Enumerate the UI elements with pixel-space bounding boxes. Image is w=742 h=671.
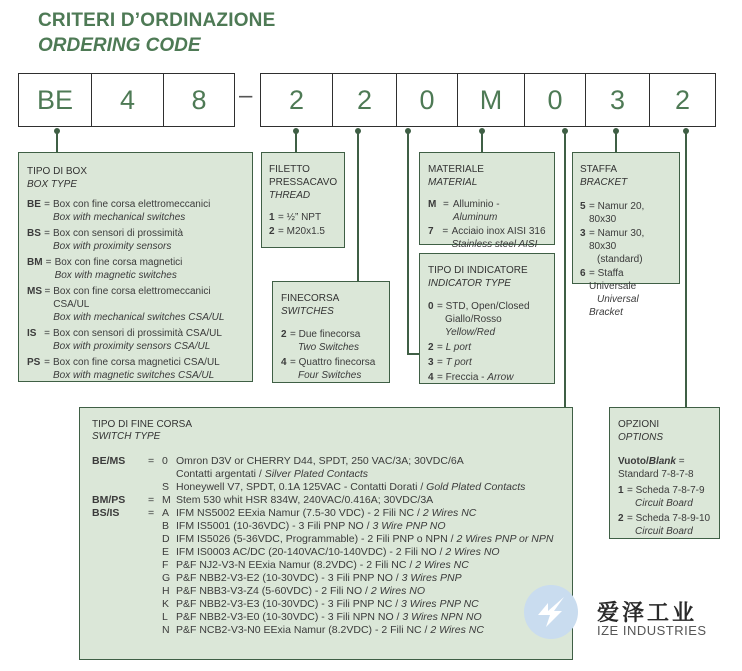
row-separator (148, 585, 162, 598)
list-item (580, 267, 672, 319)
row-text-it: IFM IS5001 (10-36VDC) - 3 Fili PNP NO / (176, 519, 373, 532)
panel-subtitle: SWITCH TYPE (92, 431, 161, 443)
title-english: ORDERING CODE (38, 35, 201, 56)
row-letter: F (162, 558, 169, 571)
list-item (281, 356, 381, 382)
item-text (437, 341, 471, 354)
item-code: 0 (428, 301, 434, 312)
row-group (92, 546, 148, 559)
item-text (53, 198, 210, 224)
row-separator (148, 468, 162, 481)
connector-line (407, 353, 419, 355)
list-item (428, 356, 546, 369)
row-text-en: Gold Plated Contacts (426, 480, 526, 493)
item-line-1: = STD, Open/Closed (437, 301, 530, 312)
connector-line (357, 131, 359, 282)
row-letter: A (162, 506, 170, 519)
item-code: BE (27, 199, 41, 210)
item-en: Yellow/Red (445, 327, 496, 338)
row-letter: L (162, 610, 168, 623)
item-it: Box con fine corsa magnetici CSA/UL (53, 357, 220, 368)
row-text (176, 481, 560, 494)
row-text-it: IFM IS5026 (5-36VDC, Programmable) - 2 Fili PNP o NPN / (176, 532, 457, 545)
panel-title: MATERIALE (428, 164, 484, 175)
row-separator (148, 546, 162, 559)
row-text-en: 2 Wires NC (430, 623, 484, 636)
item-en: Circuit Board (635, 526, 693, 537)
row-text-en: 3 Wires PNP (401, 571, 462, 584)
row-separator (148, 598, 162, 611)
switch-type-row (92, 481, 560, 494)
item-line-1: = Staffa Universale (589, 268, 637, 292)
switch-type-list (92, 455, 560, 637)
row-separator (148, 533, 162, 546)
item-code-en: Blank (648, 456, 676, 467)
item-it: Acciaio inox AISI 316 (451, 226, 546, 237)
list-item (27, 327, 244, 353)
item-en: Stainless steel AISI (451, 239, 538, 250)
row-text-en: 2 Wires NC (415, 558, 469, 571)
item-code: BS (27, 228, 41, 239)
item-it: Alluminio - (452, 199, 500, 210)
panel-title: TIPO DI BOX (27, 166, 88, 177)
row-separator (148, 611, 162, 624)
row-group: BE/MS (92, 454, 126, 467)
item-it: Box con fine corsa elettromeccanici CSA/UL (53, 286, 211, 310)
item-en: T port (445, 357, 472, 368)
code-box-5: 2 (332, 73, 397, 127)
row-separator (148, 559, 162, 572)
item-code: 5 (580, 201, 586, 212)
row-text (176, 611, 560, 624)
panel-title: FILETTO (269, 164, 310, 175)
connector-line (564, 131, 566, 407)
indicator-panel (419, 253, 555, 384)
row-text (176, 520, 560, 533)
item-code: 2 (281, 329, 287, 340)
row-text (176, 572, 560, 585)
panel-subtitle: SWITCHES (281, 306, 334, 317)
code-box-4: 2 (260, 73, 333, 127)
item-text (437, 300, 530, 339)
item-text (53, 285, 244, 324)
item-line-2: (standard) (597, 254, 643, 265)
box-type-panel (18, 152, 253, 382)
bracket-panel (572, 152, 680, 318)
row-group: BM/PS (92, 493, 126, 506)
logo-chinese: 爱泽工业 (597, 600, 698, 625)
row-text (176, 585, 560, 598)
item-text (437, 356, 472, 369)
item-code: IS (27, 328, 37, 339)
code-box-9: 3 (585, 73, 650, 127)
row-letter: B (162, 519, 170, 532)
switch-type-row (92, 507, 560, 520)
item-separator: = (442, 226, 449, 237)
panel-title: TIPO DI FINE CORSA (92, 419, 193, 430)
row-text-it: IFM IS0003 AC/DC (20-140VAC/10-140VDC) - 2 Fili NO / (176, 545, 446, 558)
item-it: = Due finecorsa (290, 329, 361, 340)
panel-subtitle: THREAD (269, 190, 311, 201)
item-separator: = (45, 257, 52, 268)
row-text (176, 598, 560, 611)
item-en: Universal Bracket (589, 294, 639, 318)
item-code: 2 (618, 513, 624, 524)
switch-type-row (92, 624, 560, 637)
code-box-3: 8 (163, 73, 235, 127)
row-letter: 0 (162, 454, 168, 467)
item-code: 1 (269, 212, 275, 223)
item-en: Circuit Board (635, 498, 693, 509)
item-en: L port (445, 342, 472, 353)
item-code: 2 (269, 226, 275, 237)
list-item (428, 198, 546, 224)
item-line-1: = (437, 342, 446, 353)
item-en: Box with proximity sensors CSA/UL (53, 341, 211, 352)
switch-type-row (92, 520, 560, 533)
row-separator (148, 624, 162, 637)
panel-title: OPZIONI (618, 419, 660, 430)
item-text (627, 484, 705, 510)
options-panel (609, 407, 720, 539)
list-item (27, 227, 244, 253)
item-text (437, 371, 513, 384)
row-text-it: P&F NBB3-V3-Z4 (5-60VDC) - 2 Fili NO / (176, 584, 371, 597)
code-box-8: 0 (524, 73, 586, 127)
list-item (618, 455, 711, 481)
connector-line (685, 131, 687, 408)
item-it: Box con sensori di prossimità CSA/UL (53, 328, 222, 339)
list-item (618, 512, 711, 538)
list-item (428, 341, 546, 354)
panel-subtitle: BOX TYPE (27, 179, 78, 190)
panel-title: STAFFA (580, 164, 618, 175)
item-code: 6 (580, 268, 586, 279)
list-item (269, 211, 337, 224)
connector-line (407, 131, 409, 354)
row-text (176, 507, 560, 520)
row-text (176, 468, 560, 481)
switch-type-row (92, 494, 560, 507)
item-en: Arrow (487, 372, 514, 383)
item-en: Box with mechanical switches CSA/UL (53, 312, 225, 323)
row-separator: = (148, 506, 155, 519)
row-text-en: 3 Wire PNP NO (372, 519, 446, 532)
item-it: = Quattro finecorsa (290, 357, 376, 368)
panel-title-2: PRESSACAVO (269, 177, 338, 188)
row-text-it: P&F NBB2-V3-E0 (10-30VDC) - 3 Fili NPN NO / (176, 610, 403, 623)
item-text (453, 198, 546, 224)
switch-type-row (92, 559, 560, 572)
item-text: = M20x1.5 (278, 226, 325, 237)
item-text: Standard 7-8-7-8 (618, 469, 694, 480)
row-letter: N (162, 623, 170, 636)
item-line-1: = Namur 30, 80x30 (589, 228, 645, 252)
panel-subtitle: INDICATOR TYPE (428, 278, 511, 289)
row-text-it: P&F NJ2-V3-N EExia Namur (8.2VDC) - 2 Fili NC / (176, 558, 416, 571)
list-item (27, 256, 244, 282)
panel-subtitle: OPTIONS (618, 432, 664, 443)
item-line-1: = Scheda 7-8-9-10 (627, 513, 711, 524)
row-text-en: 2 Wires NO (445, 545, 500, 558)
item-text (589, 267, 672, 319)
code-box-2: 4 (91, 73, 164, 127)
row-group (92, 533, 148, 546)
row-letter: K (162, 597, 170, 610)
row-separator: = (148, 454, 155, 467)
switch-type-panel (79, 407, 573, 660)
item-text (290, 328, 360, 354)
connector-line (481, 131, 483, 154)
list-item (281, 328, 381, 354)
item-line-1: = (437, 357, 446, 368)
switch-type-row (92, 533, 560, 546)
row-letter: H (162, 584, 170, 597)
row-separator: = (148, 493, 155, 506)
item-code: 1 (618, 485, 624, 496)
row-text-en: 2 Wires NC (422, 506, 477, 519)
row-separator (148, 520, 162, 533)
list-item (27, 285, 244, 324)
switch-type-row (92, 572, 560, 585)
list-item (428, 371, 546, 384)
code-box-6: 0 (396, 73, 458, 127)
switch-type-row (92, 598, 560, 611)
item-code: 2 (428, 342, 434, 353)
list-item (580, 227, 672, 266)
item-en: Box with proximity sensors (53, 241, 172, 252)
row-group (92, 624, 148, 637)
list-item (27, 356, 244, 382)
code-box-10: 2 (649, 73, 716, 127)
item-separator: = (44, 228, 50, 239)
row-group (92, 598, 148, 611)
title-italian: CRITERI D’ORDINAZIONE (38, 10, 276, 31)
item-en: Aluminum (452, 212, 498, 223)
item-it: Box con fine corsa magnetici (54, 257, 183, 268)
logo-english: IZE INDUSTRIES (597, 623, 707, 638)
switches-panel (272, 281, 390, 383)
connector-line (615, 131, 617, 153)
item-line-1: = Scheda 7-8-7-9 (627, 485, 705, 496)
item-code: 3 (428, 357, 434, 368)
ize-logo-icon (522, 583, 580, 641)
row-text (176, 546, 560, 559)
item-en: Box with magnetic switches (54, 270, 177, 281)
item-text (627, 512, 710, 538)
panel-subtitle: MATERIAL (428, 177, 478, 188)
row-text-en: 2 Wires PNP or NPN (456, 532, 554, 545)
item-separator: = (675, 456, 685, 467)
list-item (27, 198, 244, 224)
item-code: BM (27, 257, 43, 268)
item-text: = Namur 20, 80x30 (589, 201, 645, 225)
connector-line (295, 131, 297, 152)
row-group: BS/IS (92, 506, 120, 519)
row-text-it: Omron D3V or CHERRY D44, SPDT, 250 VAC/3A; 30VDC/6A (176, 454, 464, 467)
row-text-en: 3 Wires PNP NC (401, 597, 479, 610)
row-group (92, 559, 148, 572)
item-text (53, 356, 220, 382)
row-text (176, 624, 560, 637)
item-separator: = (44, 199, 50, 210)
code-box-1: BE (18, 73, 92, 127)
item-text (589, 227, 672, 266)
row-separator (148, 572, 162, 585)
switch-type-row (92, 611, 560, 624)
row-text-it: Contatti argentati / (176, 467, 265, 480)
panel-subtitle: BRACKET (580, 177, 628, 188)
row-group (92, 611, 148, 624)
item-separator: = (44, 328, 50, 339)
row-group (92, 572, 148, 585)
row-letter: D (162, 532, 170, 545)
panel-title: TIPO DI INDICATORE (428, 265, 528, 276)
list-item (618, 484, 711, 510)
row-letter: S (162, 480, 170, 493)
item-en: Box with mechanical switches (53, 212, 186, 223)
switch-type-row (92, 468, 560, 481)
item-separator: = (443, 199, 449, 210)
connector-line (56, 131, 58, 153)
item-text: = ½” NPT (278, 212, 322, 223)
row-text-it: Honeywell V7, SPDT, 0.1A 125VAC - Contatti Dorati / (176, 480, 427, 493)
item-code: Vuoto/ (618, 456, 649, 467)
item-line-2: Giallo/Rosso (445, 314, 502, 325)
row-letter: G (162, 571, 171, 584)
row-text-it: P&F NBB2-V3-E2 (10-30VDC) - 3 Fili PNP NO / (176, 571, 402, 584)
row-text-it: P&F NCB2-V3-N0 EExia Namur (8.2VDC) - 2 Fili NC / (176, 623, 431, 636)
item-code: MS (27, 286, 42, 297)
list-item (269, 225, 337, 238)
code-separator: – (239, 82, 253, 109)
item-en: Four Switches (298, 370, 362, 381)
item-separator: = (44, 286, 51, 297)
row-text (176, 533, 560, 546)
row-text-en: 3 Wires NPN NO (402, 610, 482, 623)
row-text-it: P&F NBB2-V3-E3 (10-30VDC) - 3 Fili PNP NC / (176, 597, 402, 610)
row-text-en: Silver Plated Contacts (264, 467, 369, 480)
material-panel (419, 152, 555, 250)
item-code: PS (27, 357, 41, 368)
item-it: Box con sensori di prossimità (53, 228, 184, 239)
thread-panel (261, 152, 345, 248)
item-code: 4 (428, 372, 434, 383)
item-en: Box with magnetic switches CSA/UL (53, 370, 215, 381)
item-code: 7 (428, 226, 434, 237)
row-group (92, 520, 148, 533)
row-text-it: IFM NS5002 EExia Namur (7.5-30 VDC) - 2 Fili NC / (176, 506, 423, 519)
item-line-1: = Freccia - (437, 372, 488, 383)
item-en: Two Switches (298, 342, 359, 353)
row-group (92, 481, 148, 494)
item-text (53, 227, 183, 253)
switch-type-row (92, 455, 560, 468)
row-letter (162, 468, 176, 481)
row-group (92, 585, 148, 598)
row-text (176, 494, 560, 507)
panel-title: FINECORSA (281, 293, 340, 304)
item-text (53, 327, 222, 353)
item-separator: = (44, 357, 50, 368)
row-letter: M (162, 493, 171, 506)
item-it: Box con fine corsa elettromeccanici (53, 199, 211, 210)
item-text (55, 256, 183, 282)
switch-type-row (92, 546, 560, 559)
row-letter: E (162, 545, 170, 558)
code-box-7: M (457, 73, 525, 127)
list-item (580, 200, 672, 226)
list-item (428, 300, 546, 339)
item-code: 4 (281, 357, 287, 368)
row-text (176, 455, 560, 468)
item-code: M (428, 199, 437, 210)
item-code: 3 (580, 228, 586, 239)
row-separator (148, 481, 162, 494)
switch-type-row (92, 585, 560, 598)
row-text (176, 559, 560, 572)
row-text-it: Stem 530 whit HSR 834W, 240VAC/0.416A; 30VDC/3A (176, 493, 434, 506)
row-group (92, 468, 148, 481)
item-text (290, 356, 375, 382)
row-text-en: 2 Wires NO (370, 584, 426, 597)
